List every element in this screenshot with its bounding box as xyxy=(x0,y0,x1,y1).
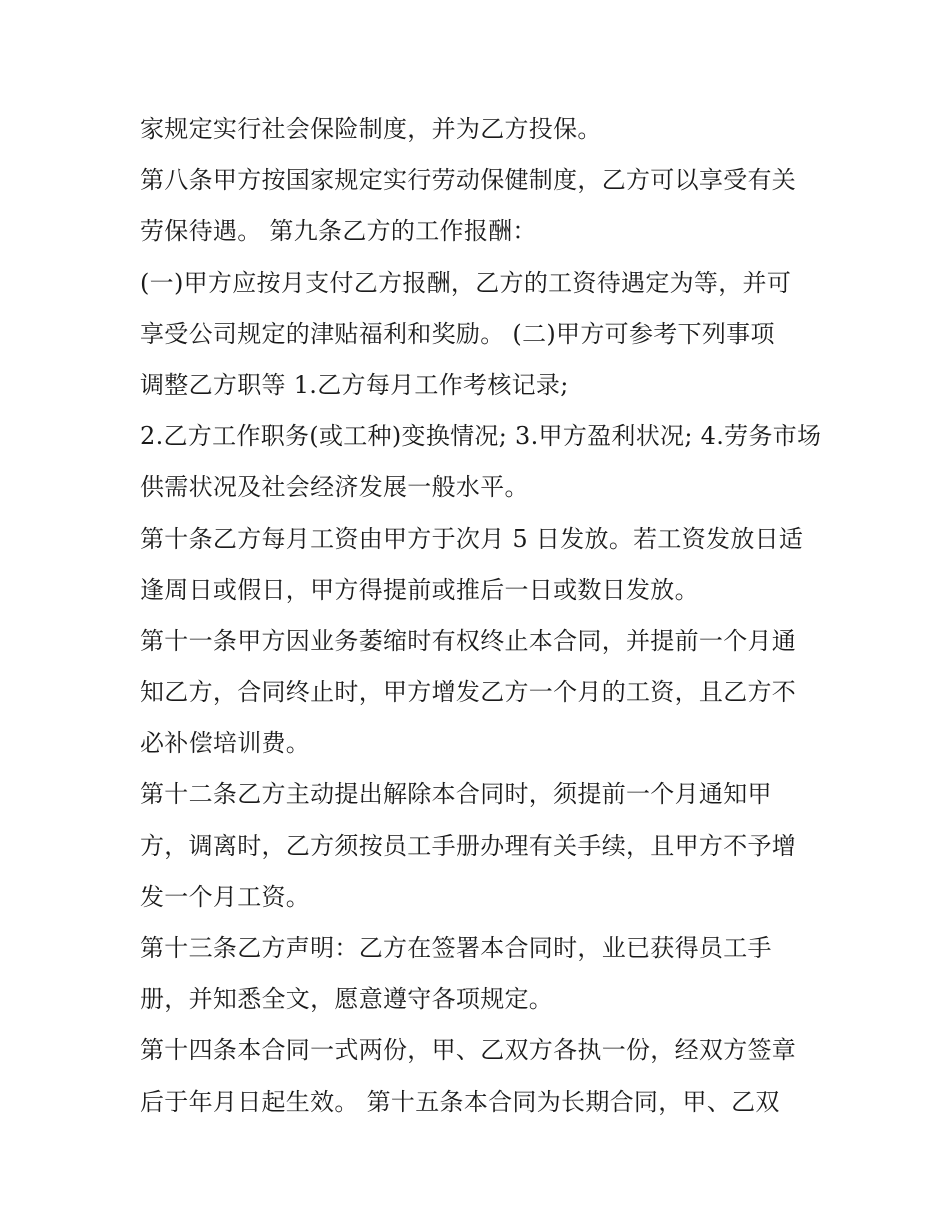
document-body xyxy=(140,104,820,1128)
text-line: 调整乙方职等 1.乙方每月工作考核记录; xyxy=(140,370,569,399)
text-line: 第八条甲方按国家规定实行劳动保健制度，乙方可以享受有关 xyxy=(140,166,797,195)
text-line: 后于年月日起生效。 第十五条本合同为长期合同，甲、乙双 xyxy=(140,1087,780,1116)
text-line: (一)甲方应按月支付乙方报酬，乙方的工资待遇定为等，并可 xyxy=(140,268,792,297)
text-line: 方，调离时，乙方须按员工手册办理有关手续，且甲方不予增 xyxy=(140,831,797,860)
text-line: 知乙方，合同终止时，甲方增发乙方一个月的工资，且乙方不 xyxy=(140,678,797,707)
text-line: 发一个月工资。 xyxy=(140,882,311,911)
text-line: 劳保待遇。 第九条乙方的工作报酬： xyxy=(140,217,537,246)
text-line: 第十二条乙方主动提出解除本合同时，须提前一个月通知甲 xyxy=(140,780,772,809)
text-line: 供需状况及社会经济发展一般水平。 xyxy=(140,473,529,502)
text-line: 第十条乙方每月工资由甲方于次月 5 日发放。若工资发放日适 xyxy=(140,524,804,553)
text-line: 享受公司规定的津贴福利和奖励。 (二)甲方可参考下列事项 xyxy=(140,319,775,348)
text-line: 册，并知悉全文，愿意遵守各项规定。 xyxy=(140,985,554,1014)
text-line: 逢周日或假日，甲方得提前或推后一日或数日发放。 xyxy=(140,575,699,604)
text-line: 第十四条本合同一式两份，甲、乙双方各执一份，经双方签章 xyxy=(140,1036,797,1065)
text-line: 家规定实行社会保险制度，并为乙方投保。 xyxy=(140,115,602,143)
text-line: 2.乙方工作职务(或工种)变换情况; 3.甲方盈利状况; 4.劳务市场 xyxy=(140,422,822,451)
text-line: 第十三条乙方声明：乙方在签署本合同时，业已获得员工手 xyxy=(140,934,772,962)
text-line: 第十一条甲方因业务萎缩时有权终止本合同，并提前一个月通 xyxy=(140,626,797,655)
text-line: 必补偿培训费。 xyxy=(140,729,311,758)
